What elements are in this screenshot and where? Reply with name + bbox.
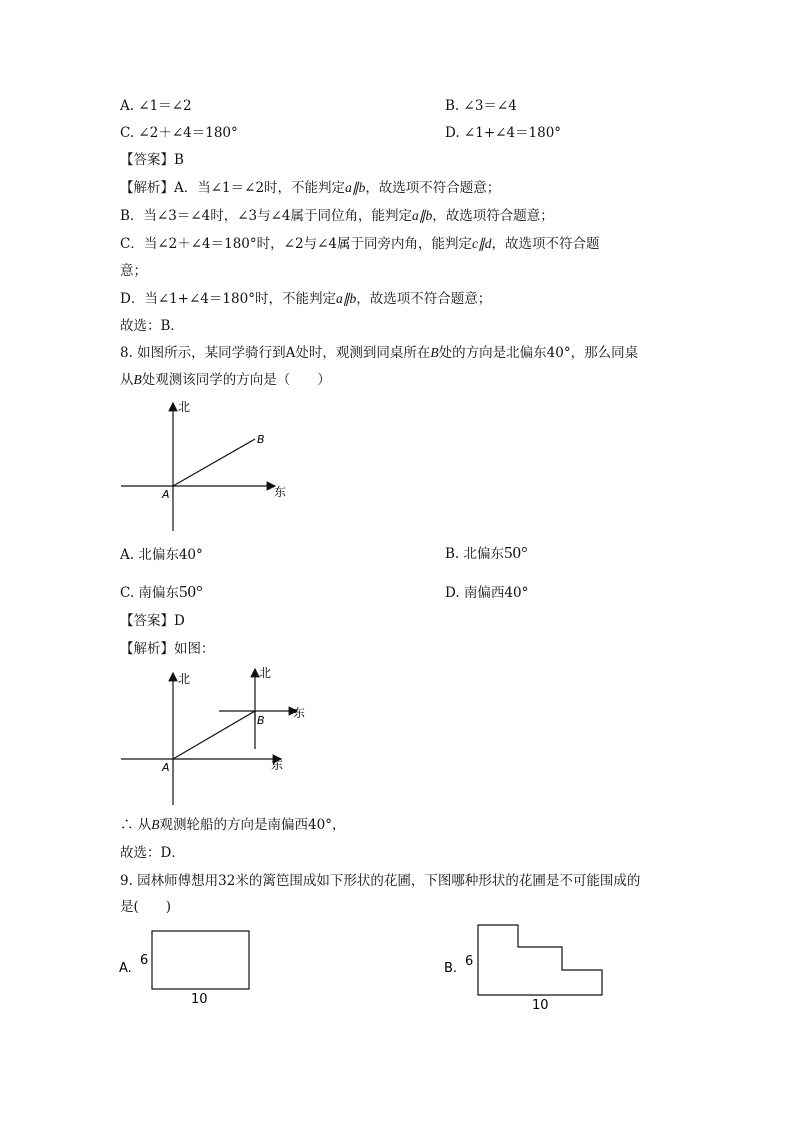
north-label: 北 (178, 400, 191, 414)
point-a-label: A (162, 488, 170, 501)
east-label-a: 东 (271, 758, 284, 772)
east-label-b: 东 (293, 706, 306, 720)
option-9a-height: 6 (140, 953, 149, 968)
point-b-label: B (257, 714, 265, 727)
option-9b-height: 6 (465, 954, 474, 969)
option-8a: A. 北偏东40° (120, 547, 203, 563)
north-label-b: 北 (259, 666, 272, 680)
option-9a-label: A. (119, 961, 132, 976)
analysis-8-figure (115, 663, 315, 808)
analysis-7-line5: D．当∠1+∠4＝180°时，不能判定a∥b，故选项不符合题意； (120, 291, 492, 307)
north-label-a: 北 (178, 672, 191, 686)
option-9b-width: 10 (532, 998, 549, 1013)
question-8-stem-line2: 从B处观测该同学的方向是（ ） (120, 372, 331, 388)
east-label: 东 (274, 485, 287, 499)
rectangle-shape (152, 931, 249, 989)
option-7d: D. ∠1+∠4＝180° (445, 125, 562, 141)
question-8-stem-line1: 8. 如图所示，某同学骑行到A处时，观测到同桌所在B处的方向是北偏东40°，那么同桌 (120, 345, 639, 361)
answer-7: 【答案】B (120, 152, 184, 168)
choice-7: 故选：B． (120, 318, 184, 334)
answer-8: 【答案】D (120, 613, 185, 629)
option-9a-width: 10 (191, 992, 208, 1007)
segment-ab (173, 439, 255, 486)
analysis-7-line2: B．当∠3＝∠4时，∠3与∠4属于同位角，能判定a∥b，故选项符合题意； (120, 208, 554, 224)
option-7a: A. ∠1＝∠2 (120, 98, 192, 114)
point-b-label: B (257, 433, 265, 446)
analysis-7-line3: C．当∠2＋∠4＝180°时，∠2与∠4属于同旁内角，能判定c∥d，故选项不符合题 (120, 236, 600, 252)
option-8d: D. 南偏西40° (445, 585, 529, 601)
conclusion-8: ∴ 从B观测轮船的方向是南偏西40°， (120, 817, 346, 833)
option-9b-label: B. (444, 961, 458, 976)
question-9-stem-line1: 9. 园林师傅想用32米的篱笆围成如下形状的花圃，下图哪种形状的花圃是不可能围成的 (120, 873, 641, 889)
option-9a-figure (115, 925, 265, 1010)
option-9b-figure (440, 920, 620, 1015)
analysis-7-line4: 意； (120, 263, 147, 279)
point-a-label: A (162, 761, 170, 774)
analysis-7-line1: 【解析】A．当∠1＝∠2时，不能判定a∥b，故选项不符合题意； (120, 180, 501, 196)
analysis-8-intro: 【解析】如图： (120, 641, 215, 657)
segment-ab (173, 711, 255, 759)
question-9-stem-line2: 是( ) (120, 899, 172, 915)
staircase-shape (478, 925, 602, 995)
option-8b: B. 北偏东50° (445, 543, 528, 562)
question-8-figure (115, 395, 305, 535)
option-8c: C. 南偏东50° (120, 582, 203, 601)
option-7c: C. ∠2＋∠4＝180° (120, 125, 238, 141)
choice-8: 故选：D． (120, 845, 185, 861)
option-7b: B. ∠3＝∠4 (445, 98, 517, 114)
